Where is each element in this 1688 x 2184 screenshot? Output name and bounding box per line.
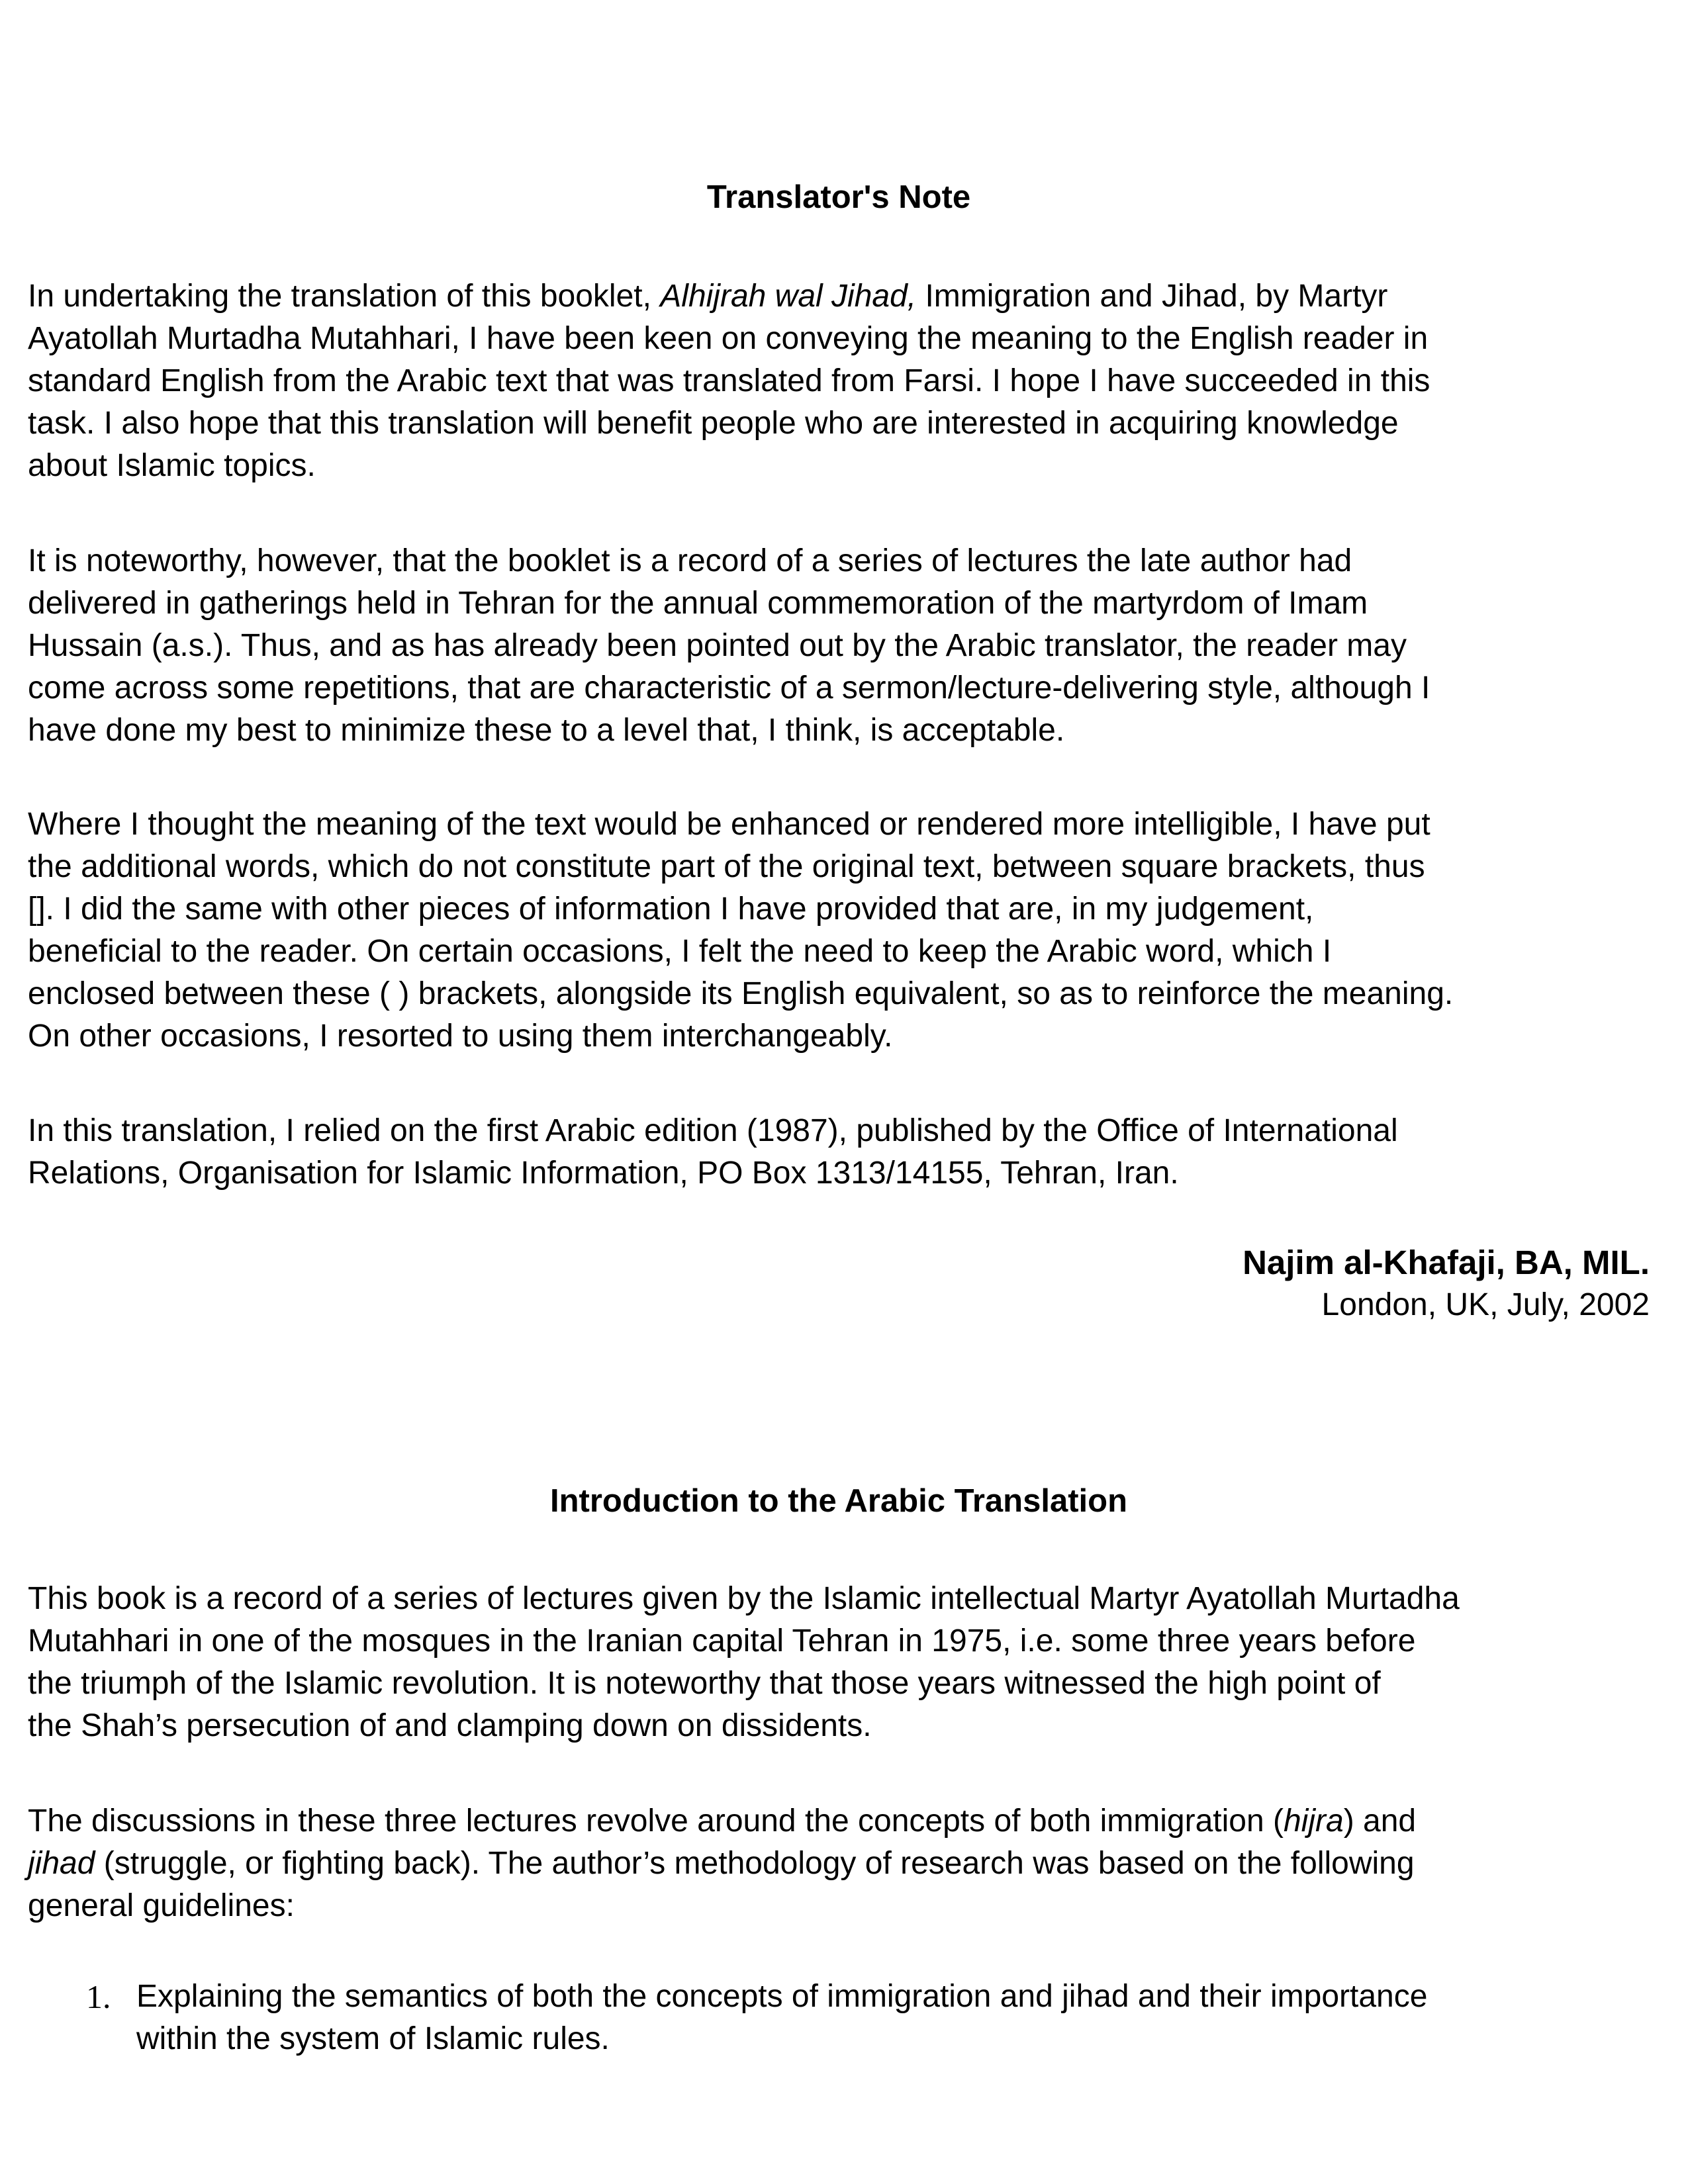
- text-run: Where I thought the meaning of the text would be enhanced or rendered more intelligible, I have put: [28, 807, 1430, 842]
- text-line: [28, 803, 1650, 846]
- text-line: [28, 445, 1650, 487]
- text-run: the triumph of the Islamic revolution. It is noteworthy that those years witnessed the high point of: [28, 1666, 1381, 1701]
- introduction-paragraph-2: [28, 1800, 1650, 1927]
- text-line: [28, 973, 1650, 1015]
- text-line: [28, 1843, 1650, 1885]
- text-run: have done my best to minimize these to a level that, I think, is acceptable.: [28, 713, 1065, 748]
- text-run: Hussain (a.s.). Thus, and as has already been pointed out by the Arabic translator, the reader may: [28, 628, 1407, 663]
- text-run: about Islamic topics.: [28, 448, 316, 483]
- text-line: [28, 275, 1650, 318]
- translators-note-paragraph-4: [28, 1110, 1650, 1195]
- text-line: [28, 667, 1650, 709]
- translator-name: Najim al-Khafaji, BA, MIL.: [1243, 1244, 1650, 1281]
- text-run: []. I did the same with other pieces of information I have provided that are, in my judgement,: [28, 891, 1314, 927]
- text-run: (struggle, or fighting back). The author’s methodology of research was based on the following: [95, 1846, 1415, 1881]
- text-run: the Shah’s persecution of and clamping down on dissidents.: [28, 1708, 872, 1743]
- text-line: [28, 625, 1650, 667]
- introduction-title: Introduction to the Arabic Translation: [549, 1483, 1128, 1519]
- text-line: [28, 402, 1650, 445]
- text-line: [28, 888, 1650, 931]
- text-line: [28, 1015, 1650, 1058]
- italic-text: jihad: [28, 1846, 95, 1881]
- signature-place-date: London, UK, July, 2002: [1321, 1287, 1650, 1322]
- text-run: On other occasions, I resorted to using them interchangeably.: [28, 1019, 893, 1054]
- text-run: come across some repetitions, that are characteristic of a sermon/lecture-delivering style, although I: [28, 670, 1430, 705]
- text-line: [28, 846, 1650, 888]
- text-run: beneficial to the reader. On certain occasions, I felt the need to keep the Arabic word, which I: [28, 934, 1332, 969]
- text-run: ) and: [1343, 1803, 1417, 1839]
- text-line: [28, 1885, 1650, 1927]
- introduction-paragraph-1: [28, 1578, 1650, 1747]
- text-run: Mutahhari in one of the mosques in the Iranian capital Tehran in 1975, i.e. some three years before: [28, 1623, 1416, 1659]
- list-item-text: [136, 1976, 1427, 2060]
- translators-note-title: Translator's Note: [706, 179, 971, 215]
- document-page: [28, 0, 1650, 2184]
- list-item: [86, 1976, 1648, 2060]
- text-run: general guidelines:: [28, 1888, 295, 1923]
- text-run: Relations, Organisation for Islamic Information, PO Box 1313/14155, Tehran, Iran.: [28, 1156, 1179, 1191]
- italic-text: hijra: [1283, 1803, 1344, 1839]
- list-item-number: 1.: [86, 1978, 111, 2015]
- text-run: standard English from the Arabic text that was translated from Farsi. I hope I have succeeded in this: [28, 363, 1430, 398]
- text-line: [28, 709, 1650, 752]
- translators-note-paragraph-3: [28, 803, 1650, 1058]
- text-run: The discussions in these three lectures revolve around the concepts of both immigration (: [28, 1803, 1284, 1839]
- text-line: [136, 2018, 1427, 2060]
- text-line: [28, 360, 1650, 402]
- text-line: [28, 318, 1650, 360]
- text-run: enclosed between these ( ) brackets, alongside its English equivalent, so as to reinforce the meaning.: [28, 976, 1454, 1011]
- text-run: In this translation, I relied on the first Arabic edition (1987), published by the Office of International: [28, 1113, 1398, 1148]
- text-line: [136, 1976, 1427, 2018]
- text-run: task. I also hope that this translation will benefit people who are interested in acquiring knowledge: [28, 406, 1399, 441]
- text-line: [28, 931, 1650, 973]
- text-run: delivered in gatherings held in Tehran for the annual commemoration of the martyrdom of Imam: [28, 586, 1368, 621]
- italic-text: Alhijrah wal Jihad,: [660, 279, 917, 314]
- guidelines-list: [86, 1976, 1648, 2060]
- translators-note-paragraph-1: [28, 275, 1650, 487]
- text-run: the additional words, which do not constitute part of the original text, between square brackets, thus: [28, 849, 1425, 884]
- text-line: [28, 1578, 1650, 1620]
- text-line: [28, 1705, 1650, 1747]
- text-run: Explaining the semantics of both the concepts of immigration and jihad and their importance: [136, 1979, 1428, 2014]
- text-run: This book is a record of a series of lectures given by the Islamic intellectual Martyr Ayatollah Murtadha: [28, 1581, 1460, 1616]
- text-line: [28, 1152, 1650, 1195]
- text-line: [28, 540, 1650, 582]
- text-run: Ayatollah Murtadha Mutahhari, I have been keen on conveying the meaning to the English reader in: [28, 321, 1429, 356]
- translator-signature: [1243, 1242, 1650, 1326]
- text-run: In undertaking the translation of this booklet,: [28, 279, 661, 314]
- text-run: It is noteworthy, however, that the booklet is a record of a series of lectures the late author had: [28, 543, 1352, 578]
- text-line: [28, 1800, 1650, 1843]
- text-line: [28, 1620, 1650, 1662]
- text-run: Immigration and Jihad, by Martyr: [916, 279, 1388, 314]
- text-line: [28, 1110, 1650, 1152]
- text-run: within the system of Islamic rules.: [136, 2021, 610, 2056]
- text-line: [28, 582, 1650, 625]
- text-line: [28, 1662, 1650, 1705]
- translators-note-paragraph-2: [28, 540, 1650, 752]
